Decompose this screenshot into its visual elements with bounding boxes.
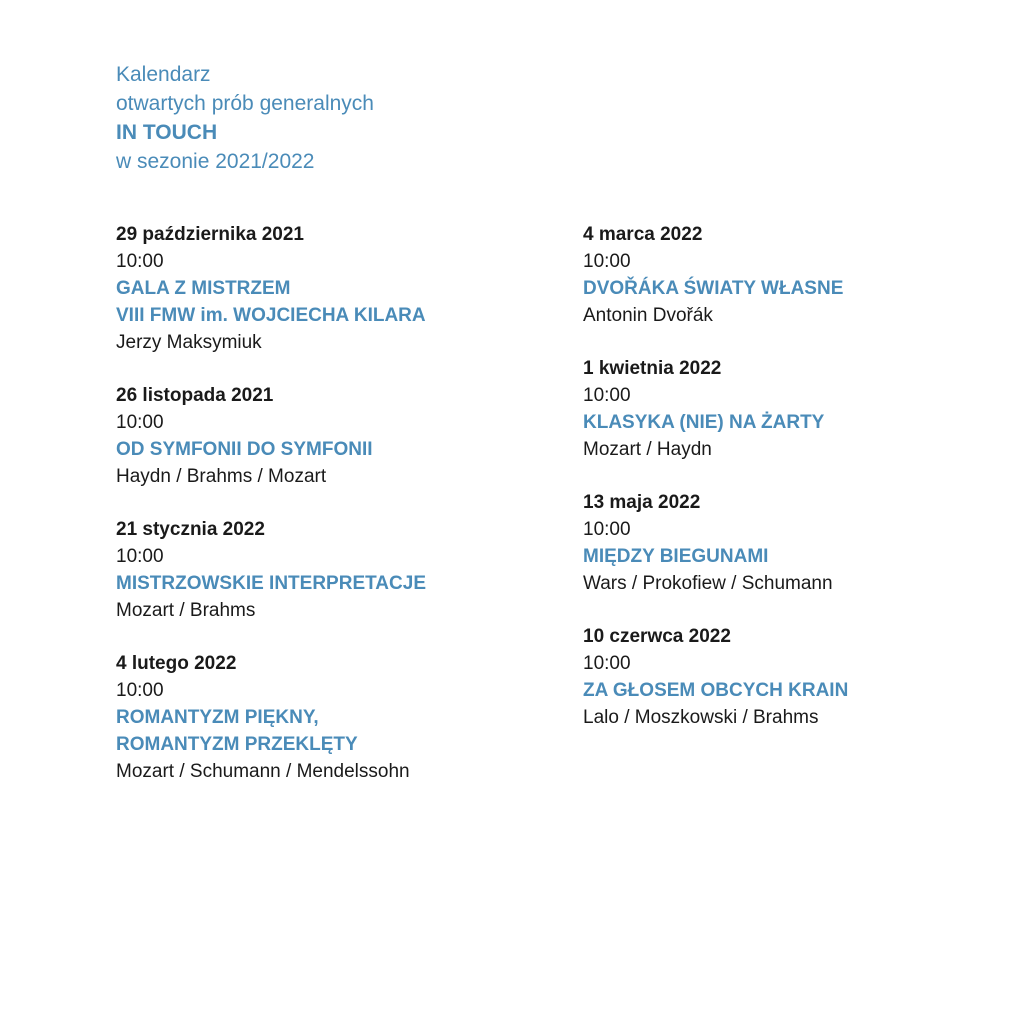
event-title: ZA GŁOSEM OBCYCH KRAIN <box>583 680 849 701</box>
event-title: VIII FMW im. WOJCIECHA KILARA <box>116 305 426 326</box>
event-composers: Antonin Dvořák <box>583 305 713 326</box>
event-entry <box>116 382 556 490</box>
event-date: 13 maja 2022 <box>583 492 701 513</box>
event-composers: Mozart / Schumann / Mendelssohn <box>116 761 410 782</box>
heading-line-season: w sezonie 2021/2022 <box>116 150 315 173</box>
event-time: 10:00 <box>116 251 164 272</box>
event-time: 10:00 <box>583 251 631 272</box>
event-composers: Mozart / Haydn <box>583 439 712 460</box>
event-composers: Lalo / Moszkowski / Brahms <box>583 707 819 728</box>
event-date: 10 czerwca 2022 <box>583 626 731 647</box>
event-time: 10:00 <box>116 412 164 433</box>
event-time: 10:00 <box>583 519 631 540</box>
event-title: OD SYMFONII DO SYMFONII <box>116 439 373 460</box>
event-title: KLASYKA (NIE) NA ŻARTY <box>583 412 825 433</box>
event-entry <box>583 623 1023 731</box>
event-title: MIĘDZY BIEGUNAMI <box>583 546 769 567</box>
event-date: 4 marca 2022 <box>583 224 703 245</box>
event-entry <box>583 221 1023 329</box>
event-time: 10:00 <box>116 546 164 567</box>
event-entry <box>116 650 556 785</box>
event-title: ROMANTYZM PIĘKNY, <box>116 707 319 728</box>
event-title: GALA Z MISTRZEM <box>116 278 291 299</box>
event-title: MISTRZOWSKIE INTERPRETACJE <box>116 573 426 594</box>
event-composers: Jerzy Maksymiuk <box>116 332 262 353</box>
event-time: 10:00 <box>583 385 631 406</box>
event-entry <box>116 221 556 356</box>
event-composers: Haydn / Brahms / Mozart <box>116 466 327 487</box>
event-time: 10:00 <box>116 680 164 701</box>
heading-line-calendar: Kalendarz <box>116 63 211 86</box>
event-entry <box>583 355 1023 463</box>
event-date: 1 kwietnia 2022 <box>583 358 722 379</box>
event-date: 26 listopada 2021 <box>116 385 274 406</box>
event-entry <box>583 489 1023 597</box>
event-composers: Mozart / Brahms <box>116 600 256 621</box>
event-date: 21 stycznia 2022 <box>116 519 265 540</box>
event-entry <box>116 516 556 624</box>
heading-line-rehearsals: otwartych prób generalnych <box>116 92 374 115</box>
event-time: 10:00 <box>583 653 631 674</box>
event-date: 4 lutego 2022 <box>116 653 237 674</box>
page-heading <box>116 60 374 176</box>
event-title: DVOŘÁKA ŚWIATY WŁASNE <box>583 278 844 299</box>
events-column-left <box>116 221 556 811</box>
event-title: ROMANTYZM PRZEKLĘTY <box>116 734 358 755</box>
event-composers: Wars / Prokofiew / Schumann <box>583 573 833 594</box>
events-column-right <box>583 221 1023 757</box>
heading-line-series-name: IN TOUCH <box>116 121 218 144</box>
event-date: 29 października 2021 <box>116 224 304 245</box>
